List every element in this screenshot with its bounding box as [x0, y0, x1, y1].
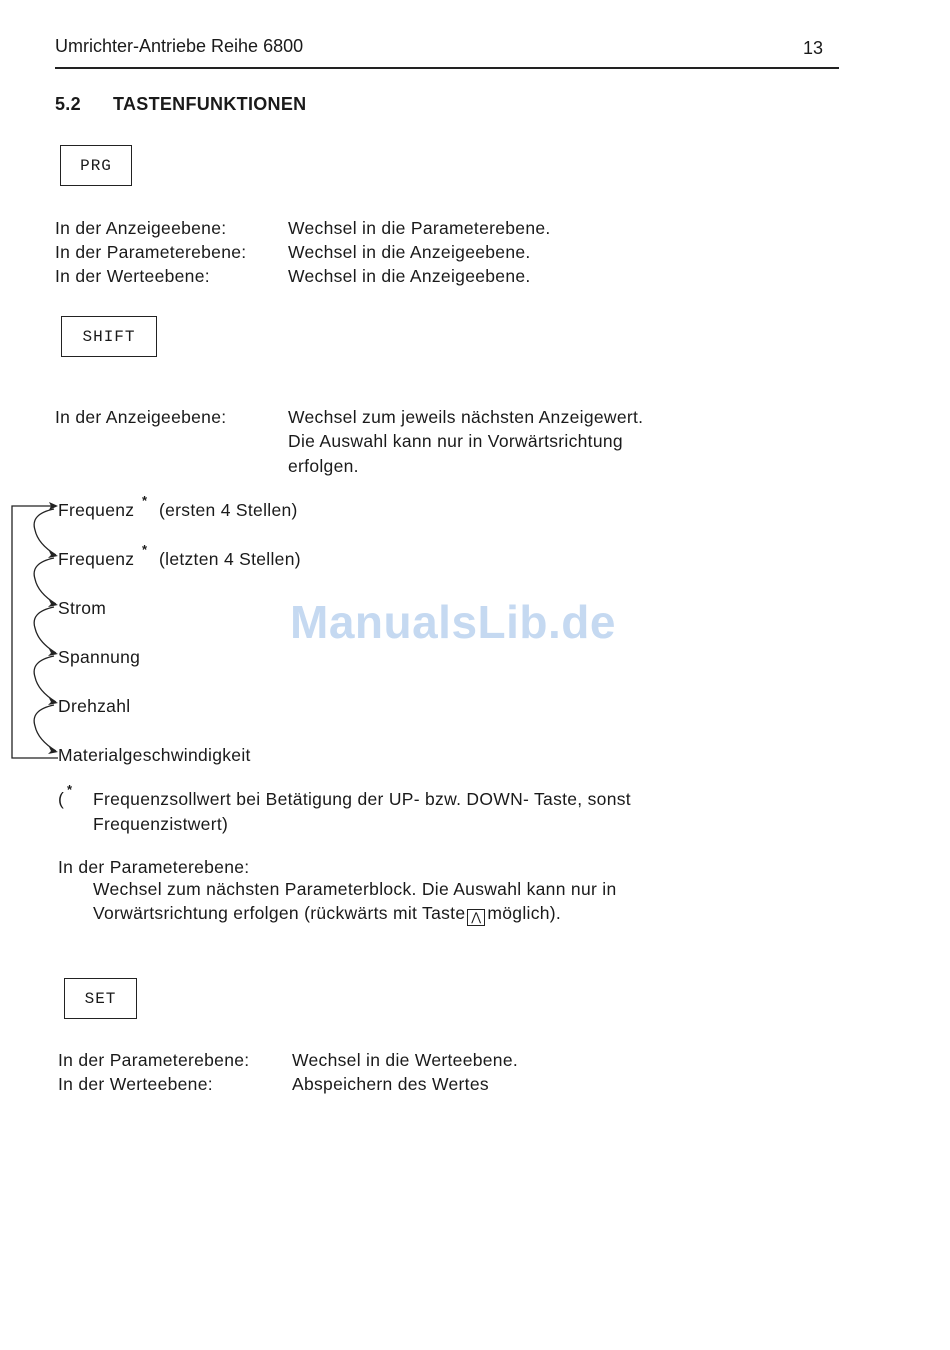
cycle-item: Drehzahl	[58, 696, 131, 716]
shift-param-text: Wechsel zum nächsten Parameterblock. Die Auswahl kann nur in	[93, 879, 617, 899]
prg-key-label: PRG	[80, 156, 112, 175]
section-title: TASTENFUNKTIONEN	[113, 94, 307, 114]
running-header-title: Umrichter-Antriebe Reihe 6800	[55, 36, 304, 56]
footnote-text: Frequenzsollwert bei Betätigung der UP- bzw. DOWN- Taste, sonst	[93, 789, 631, 809]
cycle-return-line	[12, 506, 58, 758]
cycle-curve	[34, 656, 56, 702]
header-rule	[55, 67, 839, 69]
shift-param-text-2: Vorwärtsrichtung erfolgen (rückwärts mit Taste ⋀ möglich).	[93, 903, 562, 924]
cycle-item: Frequenz	[58, 500, 135, 520]
set-key-box	[64, 978, 137, 1019]
prg-row-value: Wechsel in die Parameterebene.	[288, 218, 551, 238]
shift-param-label: In der Parameterebene:	[58, 857, 250, 877]
prg-row-label: In der Werteebene:	[55, 266, 210, 286]
shift-key-box	[61, 316, 157, 357]
set-row-label: In der Werteebene:	[58, 1074, 213, 1094]
shift-anzeige-label: In der Anzeigeebene:	[55, 407, 227, 427]
cycle-item-note: (letzten 4 Stellen)	[159, 549, 301, 569]
arrowhead	[48, 649, 58, 656]
cycle-curve	[34, 607, 56, 653]
cycle-diagram	[0, 490, 70, 770]
set-row-label: In der Parameterebene:	[58, 1050, 250, 1070]
footnote-marker: (	[58, 789, 65, 809]
asterisk-marker: *	[142, 493, 148, 508]
footnote-asterisk: *	[67, 782, 73, 797]
shift-anzeige-text: Wechsel zum jeweils nächsten Anzeigewert.	[288, 407, 644, 427]
cycle-item-note: (ersten 4 Stellen)	[159, 500, 298, 520]
cycle-curve	[34, 558, 56, 604]
arrowhead	[48, 551, 58, 558]
page-number: 13	[803, 38, 824, 58]
watermark: ManualsLib.de	[290, 596, 616, 648]
asterisk-marker: *	[142, 542, 148, 557]
arrowhead	[48, 698, 58, 705]
cycle-item: Materialgeschwindigkeit	[58, 745, 251, 765]
cycle-item: Frequenz	[58, 549, 135, 569]
shift-anzeige-text: Die Auswahl kann nur in Vorwärtsrichtung	[288, 431, 623, 451]
prg-key-box	[60, 145, 132, 186]
footnote-text: Frequenzistwert)	[93, 814, 229, 834]
prg-row-label: In der Anzeigeebene:	[55, 218, 227, 238]
cycle-curve	[34, 509, 56, 555]
section-number: 5.2	[55, 94, 81, 114]
prg-row-value: Wechsel in die Anzeigeebene.	[288, 266, 531, 286]
set-row-value: Abspeichern des Wertes	[292, 1074, 489, 1094]
cycle-item: Spannung	[58, 647, 141, 667]
arrowhead	[48, 747, 58, 754]
arrowhead	[48, 600, 58, 607]
set-row-value: Wechsel in die Werteebene.	[292, 1050, 519, 1070]
prg-row-value: Wechsel in die Anzeigeebene.	[288, 242, 531, 262]
set-key-label: SET	[84, 989, 117, 1008]
prg-row-label: In der Parameterebene:	[55, 242, 247, 262]
up-key-icon: ⋀	[467, 909, 485, 926]
shift-key-label: SHIFT	[82, 327, 136, 346]
cycle-curve	[34, 705, 56, 751]
cycle-item: Strom	[58, 598, 107, 618]
shift-anzeige-text: erfolgen.	[288, 456, 359, 476]
